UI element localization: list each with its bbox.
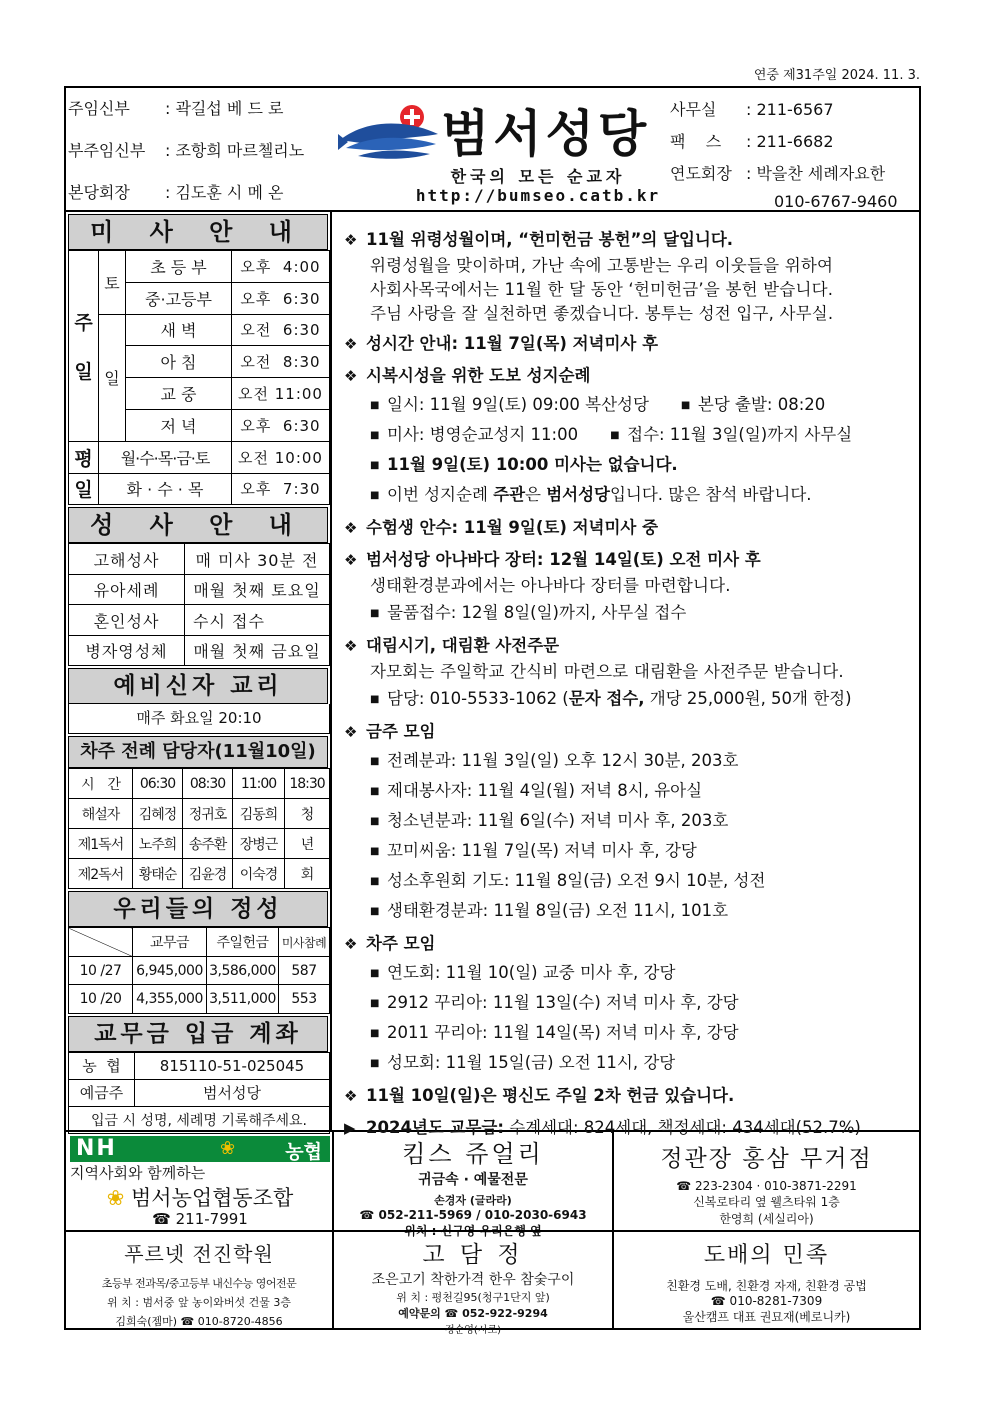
church-title: 범서성당: [441, 105, 651, 163]
contact-list: [670, 96, 920, 216]
mass-name: 아 침: [126, 346, 232, 378]
sunday-day-label: 일: [99, 314, 126, 441]
ad-line: 귀금속 · 예물전문: [418, 1172, 528, 1188]
triangle-bullet-icon: ▶: [344, 1119, 356, 1137]
duty-table: [68, 768, 330, 889]
duty-role: 제1독서: [69, 829, 133, 859]
offering-attend: 553: [279, 985, 330, 1014]
ad-title: 킴스 쥬얼리: [402, 1140, 544, 1168]
mass-name: 초 등 부: [126, 251, 232, 283]
sacrament-table: [68, 543, 330, 666]
mass-name: 저 녁: [126, 409, 232, 441]
notice-text: 수계세대: 824세대, 책정세대: 434세대(52.7%): [503, 1118, 861, 1137]
square-bullet-icon: ■: [370, 694, 380, 705]
bullet-text: 입니다. 많은 참석 바랍니다.: [609, 485, 812, 504]
notice-item: [344, 634, 919, 714]
bullet-text: 꼬미씨움: 11월 7일(목) 저녁 미사 후, 강당: [387, 841, 697, 860]
mass-name: 중·고등부: [126, 282, 232, 314]
notice-item: [344, 516, 919, 542]
offering-sunday: 3,511,000: [207, 985, 279, 1014]
offering-dues: 4,355,000: [133, 985, 207, 1014]
ad-line: 위 치 : 평천길95(청구1단지 앞): [396, 1291, 550, 1304]
contact-label: 사무실: [670, 100, 717, 119]
nh-logo-text: NH: [76, 1136, 117, 1161]
bullet-text: 2011 꾸리아: 11월 14일(목) 저녁 미사 후, 강당: [387, 1023, 739, 1042]
notice-line: 생태환경분과에서는 아나바다 장터를 마련합니다.: [370, 576, 731, 595]
notice-item: [344, 720, 919, 926]
notice-line: 주님 사랑을 잘 실천하면 좋겠습니다. 봉투는 성전 입구, 사무실.: [370, 304, 834, 323]
square-bullet-icon: ■: [370, 430, 380, 441]
nh-emblem-icon: ❀: [220, 1138, 236, 1159]
bullet-text: 일시: 11월 9일(토) 09:00 복산성당: [387, 395, 649, 414]
ad-line: 친환경 도배, 친환경 자재, 친환경 공법: [666, 1279, 867, 1293]
diamond-bullet-icon: ❖: [344, 637, 358, 655]
mass-time: 오전 8:30: [232, 346, 330, 378]
ad-line: 지역사회와 함께하는: [70, 1164, 206, 1182]
list-item: [344, 958, 919, 988]
list-item: [344, 420, 919, 450]
notice-title: 대림시기, 대림환 사전주문: [366, 636, 560, 655]
offering-dues: 6,945,000: [133, 956, 207, 985]
ad-name: 범서농업협동조합: [131, 1186, 294, 1210]
mass-table: [68, 250, 330, 505]
list-item: [344, 450, 919, 480]
staff-value: : 곽길섭 베 드 로: [165, 99, 284, 118]
list-item: [344, 1048, 919, 1078]
duty-person: 회: [285, 859, 330, 889]
holder-label: 예금주: [69, 1079, 135, 1106]
mass-time: 오전 10:00: [232, 441, 330, 473]
table-row: [69, 544, 330, 575]
square-bullet-icon: ■: [370, 816, 380, 827]
notice-line: 자모회는 주일학교 간식비 마련으로 대림환을 사전주문 받습니다.: [370, 662, 844, 681]
notice-item: [344, 228, 919, 326]
table-row: [69, 829, 330, 859]
duty-header: 18:30: [285, 769, 330, 799]
duty-person: 송주환: [183, 829, 233, 859]
list-item: [344, 480, 919, 510]
sacrament-name: 유아세례: [69, 574, 185, 605]
square-bullet-icon: ■: [370, 1028, 380, 1039]
staff-value: : 조항희 마르첼리노: [165, 141, 305, 160]
nh-emblem-icon: ❀: [106, 1186, 125, 1210]
ad-line: 위치 : 신구영 우리은행 옆: [404, 1224, 542, 1238]
ad-phone: ☎ 010-8281-7309: [710, 1294, 823, 1308]
bullet-text: 생태환경분과: 11월 8일(금) 오전 11시, 101호: [387, 901, 729, 920]
offering-section-title: 우리들의 정성: [68, 891, 328, 927]
duty-person: 노주희: [133, 829, 183, 859]
catechumen-time: 매주 화요일 20:10: [68, 704, 330, 734]
bullet-text: 제대봉사자: 11월 4일(월) 저녁 8시, 유아실: [387, 781, 703, 800]
duty-role: 해설자: [69, 799, 133, 829]
list-item: [344, 390, 919, 420]
offering-header: 미사참례: [279, 928, 330, 957]
church-subtitle: 한국의 모든 순교자: [450, 167, 626, 186]
mass-time: 오후 6:30: [232, 282, 330, 314]
church-logo-block: [338, 94, 668, 206]
list-item: [344, 746, 919, 776]
mass-time: 오후 4:00: [232, 251, 330, 283]
table-row: [69, 956, 330, 985]
table-header-row: [69, 928, 330, 957]
mass-time: 오후 7:30: [232, 473, 330, 505]
bullet-text: 11월 9일(토) 10:00 미사는 없습니다.: [387, 455, 678, 474]
sunday-label: [69, 251, 99, 442]
offering-sunday: 3,586,000: [207, 956, 279, 985]
notice-item: [344, 932, 919, 1078]
sunday-label-2: 일: [74, 360, 93, 383]
square-bullet-icon: ■: [610, 430, 620, 441]
notice-title: 범서성당 아나바다 장터: 12월 14일(토) 오전 미사 후: [366, 550, 761, 569]
bullet-text: 이번 성지순례: [387, 485, 494, 504]
ad-title: 도배의 민족: [703, 1243, 830, 1268]
contact-value: : 211-6682: [746, 132, 834, 151]
table-row: [69, 314, 330, 346]
mass-time: 오전 11:00: [232, 378, 330, 410]
duty-header: 시 간: [69, 769, 133, 799]
bullet-text: 개당 25,000원, 50개 한정): [644, 689, 852, 708]
ad-phone: 예약문의 ☎ 052-922-9294: [398, 1307, 548, 1320]
ad-prunet-academy: [66, 1232, 334, 1328]
staff-row: [68, 94, 338, 136]
catechumen-section-title: 예비신자 교리: [68, 668, 328, 704]
table-row: [69, 635, 330, 666]
notice-title: 11월 10일(일)은 평신도 주일 2차 헌금 있습니다.: [366, 1086, 735, 1105]
list-item: [344, 776, 919, 806]
ad-ginseng: [614, 1132, 919, 1230]
bullet-text: 성모회: 11월 15일(금) 오전 11시, 강당: [387, 1053, 676, 1072]
sunday-label-1: 주: [74, 311, 93, 334]
ad-title: 푸르넷 전진학원: [124, 1242, 274, 1266]
square-bullet-icon: ■: [370, 876, 380, 887]
sacrament-name: 병자영성체: [69, 635, 185, 666]
ad-line: 울산캠프 대표 권묘재(베로니카): [682, 1310, 851, 1324]
duty-header: 08:30: [183, 769, 233, 799]
square-bullet-icon: ■: [370, 460, 380, 471]
sacrament-value: 수시 접수: [185, 605, 330, 636]
diamond-bullet-icon: ❖: [344, 367, 358, 385]
account-note: 입금 시 성명, 세례명 기록해주세요.: [69, 1106, 330, 1133]
weekday-label-2: 일: [69, 473, 99, 505]
ad-wallpaper: [614, 1232, 919, 1328]
duty-role: 제2독서: [69, 859, 133, 889]
ad-title: 정관장 홍삼 무거점: [660, 1146, 873, 1172]
notice-title: 수험생 안수: 11월 9일(토) 저녁미사 중: [366, 518, 659, 537]
table-row: [69, 985, 330, 1014]
ad-line: 조은고기 착한가격 한우 참숯구이: [371, 1272, 575, 1288]
advertisement-grid: [64, 1132, 921, 1336]
duty-person: 년: [285, 829, 330, 859]
notice-title: 2024년도 교무금:: [366, 1118, 504, 1137]
table-row: [69, 441, 330, 473]
bulletin-date: 연중 제31주일 2024. 11. 3.: [753, 68, 920, 83]
sacrament-section-title: 성 사 안 내: [68, 507, 328, 543]
ad-title: [66, 1182, 334, 1212]
diamond-bullet-icon: ❖: [344, 1087, 358, 1105]
contact-label: 연도회장: [670, 164, 732, 183]
ad-title: 고 담 정: [422, 1242, 524, 1268]
contact-label: 팩 스: [670, 132, 722, 151]
duty-person: 김혜정: [133, 799, 183, 829]
duty-header: 06:30: [133, 769, 183, 799]
table-row: [69, 605, 330, 636]
notice-line: 위령성월을 맞이하며, 가난 속에 고통받는 우리 이웃들을 위하여: [370, 256, 834, 275]
sacrament-value: 매월 첫째 토요일: [185, 574, 330, 605]
contact-phone: 010-6767-9460: [774, 192, 898, 211]
contact-value: : 211-6567: [746, 100, 834, 119]
duty-header: 11:00: [233, 769, 285, 799]
ad-line: 위 치 : 범서중 앞 농이와버섯 건물 3층: [107, 1296, 291, 1309]
square-bullet-icon: ■: [370, 400, 380, 411]
weekday-label-1: 평: [69, 441, 99, 473]
square-bullet-icon: ■: [370, 998, 380, 1009]
fish-cross-logo-icon: [338, 104, 442, 164]
square-bullet-icon: ■: [370, 490, 380, 501]
notice-item: [344, 364, 919, 510]
offering-header: 주일헌금: [207, 928, 279, 957]
church-url[interactable]: http://bumseo.catb.kr: [415, 186, 661, 205]
ad-nh-bank: [66, 1132, 334, 1230]
diamond-bullet-icon: ❖: [344, 723, 358, 741]
staff-row: [68, 136, 338, 178]
contact-row: [670, 96, 920, 128]
staff-label: 주임신부: [68, 99, 130, 118]
staff-label: 부주임신부: [68, 141, 146, 160]
bulletin-header: [64, 86, 921, 212]
mass-name: 교 중: [126, 378, 232, 410]
ad-phone: ☎ 211-7991: [152, 1210, 248, 1228]
square-bullet-icon: ■: [370, 846, 380, 857]
duty-person: 황태순: [133, 859, 183, 889]
diamond-bullet-icon: ❖: [344, 935, 358, 953]
notice-item: [344, 548, 919, 628]
mass-name: 화 · 수 · 목: [99, 473, 232, 505]
ad-kims-jewelry: [334, 1132, 614, 1238]
notices-panel: [332, 212, 921, 1137]
table-row: [69, 1079, 330, 1106]
offering-date: 10 /27: [69, 956, 133, 985]
table-header-row: [69, 769, 330, 799]
table-row: [69, 799, 330, 829]
staff-value: : 김도훈 시 메 온: [165, 183, 284, 202]
mass-name: 월·수·목·금·토: [99, 441, 232, 473]
diagonal-cell: [69, 928, 133, 957]
offering-header: 교무금: [133, 928, 207, 957]
nh-logo-bar: [70, 1136, 330, 1162]
list-item: [344, 836, 919, 866]
mass-section-title: 미 사 안 내: [68, 214, 328, 250]
square-bullet-icon: ■: [370, 968, 380, 979]
table-row: [69, 859, 330, 889]
square-bullet-icon: ■: [370, 756, 380, 767]
offering-attend: 587: [279, 956, 330, 985]
notice-item: [344, 332, 919, 358]
mass-time: 오후 6:30: [232, 409, 330, 441]
notice-item: [344, 1084, 919, 1110]
sacrament-name: 고해성사: [69, 544, 185, 575]
list-item: [344, 684, 919, 714]
contact-row: [670, 160, 920, 192]
account-section-title: 교무금 입금 계좌: [68, 1016, 328, 1052]
list-item: [344, 598, 919, 628]
table-row: [69, 1052, 330, 1079]
notice-title: 성시간 안내: 11월 7일(목) 저녁미사 후: [366, 334, 659, 353]
notice-title: 금주 모임: [366, 722, 436, 741]
nh-korean-text: 농협: [285, 1141, 322, 1163]
bullet-text: 물품접수: 12월 8일(일)까지, 사무실 접수: [387, 603, 687, 622]
notice-title: 차주 모임: [366, 934, 436, 953]
bullet-text: 전례분과: 11월 3일(일) 오후 12시 30분, 203호: [387, 751, 739, 770]
bullet-text: 접수: 11월 3일(일)까지 사무실: [627, 425, 853, 444]
list-item: [344, 988, 919, 1018]
square-bullet-icon: ■: [370, 786, 380, 797]
duty-person: 정귀호: [183, 799, 233, 829]
notice-title: 시복시성을 위한 도보 성지순례: [366, 366, 591, 385]
duty-person: 김동희: [233, 799, 285, 829]
offering-table: [68, 927, 330, 1014]
list-item: [344, 896, 919, 926]
ad-line: 한영희 (세실리아): [719, 1212, 814, 1226]
ad-phone: ☎ 223-2304 · 010-3871-2291: [676, 1179, 857, 1193]
diamond-bullet-icon: ❖: [344, 551, 358, 569]
table-row: [69, 574, 330, 605]
mass-name: 새 벽: [126, 314, 232, 346]
holder-name: 범서성당: [135, 1079, 330, 1106]
sacrament-name: 혼인성사: [69, 605, 185, 636]
duty-person: 청: [285, 799, 330, 829]
ad-line: 신복로타리 옆 웰츠타워 1층: [693, 1195, 840, 1209]
sacrament-value: 매 미사 30분 전: [185, 544, 330, 575]
contact-row: [670, 128, 920, 160]
notice-line: 사회사목국에서는 11월 한 달 동안 ‘헌미헌금’을 봉헌 받습니다.: [370, 280, 834, 299]
contact-value: : 박을찬 세례자요한: [746, 164, 886, 183]
table-row: [69, 473, 330, 505]
list-item: [344, 866, 919, 896]
duty-section-title: 차주 전례 담당자(11월10일): [68, 736, 328, 768]
diamond-bullet-icon: ❖: [344, 231, 358, 249]
sacrament-value: 매월 첫째 금요일: [185, 635, 330, 666]
duty-person: 이숙경: [233, 859, 285, 889]
bullet-text: 미사: 병영순교성지 11:00: [387, 425, 579, 444]
square-bullet-icon: ■: [370, 608, 380, 619]
ad-phone: ☎ 052-211-5969 / 010-2030-6943: [359, 1208, 587, 1222]
bullet-text-bold: 주관: [493, 485, 526, 504]
bank-label: 농 협: [69, 1052, 135, 1079]
ad-godamjeong: [334, 1232, 614, 1336]
bullet-text: 은: [525, 485, 547, 504]
mass-time: 오전 6:30: [232, 314, 330, 346]
saturday-label: 토: [99, 251, 126, 315]
duty-person: 김윤경: [183, 859, 233, 889]
duty-person: 장병근: [233, 829, 285, 859]
notice-title: 11월 위령성월이며, “헌미헌금 봉헌”의 달입니다.: [366, 230, 734, 249]
square-bullet-icon: ■: [680, 400, 691, 411]
bank-number: 815110-51-025045: [135, 1052, 330, 1079]
bullet-text: 연도회: 11월 10(일) 교중 미사 후, 강당: [387, 963, 676, 982]
table-row: [69, 251, 330, 283]
square-bullet-icon: ■: [370, 906, 380, 917]
staff-label: 본당회장: [68, 183, 130, 202]
bullet-text: 본당 출발: 08:20: [697, 395, 826, 414]
list-item: [344, 806, 919, 836]
ad-phone: 김희숙(젬마) ☎ 010-8720-4856: [115, 1315, 283, 1328]
offering-date: 10 /20: [69, 985, 133, 1014]
ad-line: 정순영(시로): [444, 1325, 502, 1336]
table-row: [69, 1106, 330, 1133]
bullet-text: 2912 꾸리아: 11월 13일(수) 저녁 미사 후, 강당: [387, 993, 739, 1012]
bullet-text: 성소후원회 기도: 11월 8일(금) 오전 9시 10분, 성전: [387, 871, 766, 890]
diamond-bullet-icon: ❖: [344, 519, 358, 537]
staff-list: [68, 94, 338, 220]
bullet-text: 청소년분과: 11월 6일(수) 저녁 미사 후, 203호: [387, 811, 729, 830]
list-item: [344, 1018, 919, 1048]
diamond-bullet-icon: ❖: [344, 335, 358, 353]
info-sidebar: [64, 212, 332, 1132]
ad-line: 손경자 (글라라): [434, 1194, 512, 1207]
ad-line: 초등부 전과목/중고등부 내신수능 영어전문: [101, 1277, 297, 1290]
bullet-text-bold: 문자 접수,: [568, 689, 645, 708]
bullet-text: 담당: 010-5533-1062 (: [387, 689, 569, 708]
account-table: [68, 1052, 330, 1134]
bullet-text-bold: 범서성당: [546, 485, 610, 504]
square-bullet-icon: ■: [370, 1058, 380, 1069]
